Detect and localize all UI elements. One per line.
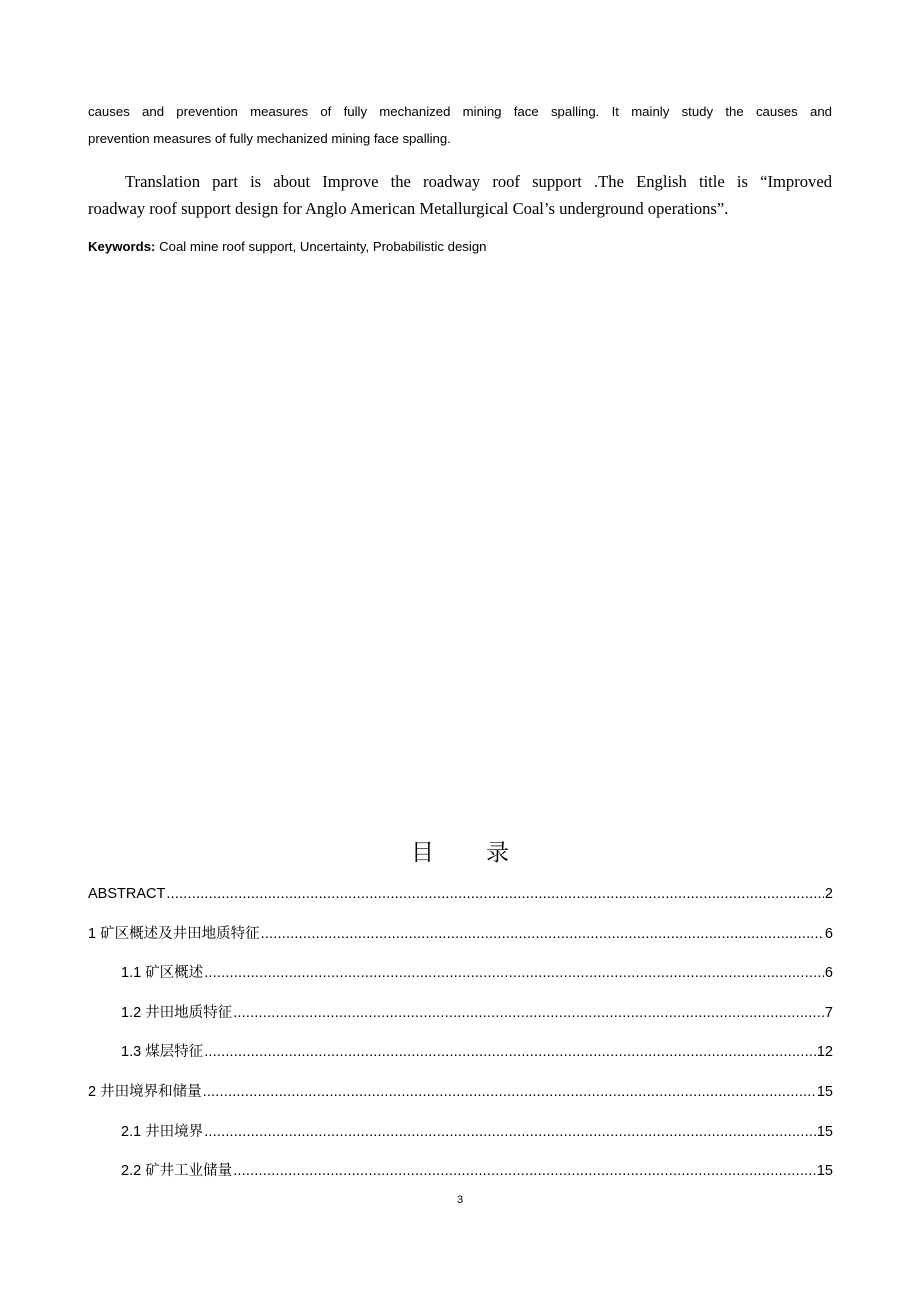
toc-entry-label: 1.2 井田地质特征 <box>121 1005 233 1021</box>
toc-entry-page: 6 <box>824 965 833 981</box>
toc-entry-label: 2.2 矿井工业储量 <box>121 1163 233 1179</box>
keywords <box>88 237 487 257</box>
toc-entry[interactable] <box>121 963 833 983</box>
toc-leader-dots <box>166 884 824 904</box>
toc-entry-page: 15 <box>816 1084 833 1100</box>
translation-paragraph <box>88 168 832 222</box>
toc-entry-page: 6 <box>824 926 833 942</box>
translation-line: Translation part is about Improve the roadway roof support .The English title is “Improved <box>125 172 832 191</box>
keywords-value: Coal mine roof support, Uncertainty, Probabilistic design <box>155 239 487 254</box>
toc-entry-label: 2 井田境界和储量 <box>88 1084 202 1100</box>
toc-entry-label: 2.1 井田境界 <box>121 1124 204 1140</box>
toc-entry-label: 1 矿区概述及井田地质特征 <box>88 926 260 942</box>
translation-line: roadway roof support design for Anglo American Metallurgical Coal’s underground operations”. <box>88 199 729 218</box>
abstract-line: prevention measures of fully mechanized mining face spalling. <box>88 131 451 146</box>
toc-entry[interactable] <box>88 884 833 904</box>
toc-entry-page: 12 <box>816 1044 833 1060</box>
abstract-line: causes and prevention measures of fully mechanized mining face spalling. It mainly study the causes and <box>88 104 832 119</box>
toc-entry-label: 1.3 煤层特征 <box>121 1044 204 1060</box>
toc-title-char: 目 <box>411 840 434 866</box>
toc-entry-label: ABSTRACT <box>88 886 166 902</box>
toc-entry[interactable] <box>88 1082 833 1102</box>
toc-leader-dots <box>204 1042 816 1062</box>
toc-leader-dots <box>204 963 824 983</box>
keywords-label: Keywords: <box>88 239 156 254</box>
toc-entry-page: 7 <box>824 1005 833 1021</box>
page-number: 3 <box>456 1194 464 1206</box>
toc-entry-page: 15 <box>816 1124 833 1140</box>
toc-leader-dots <box>233 1003 824 1023</box>
toc-entry[interactable] <box>121 1042 833 1062</box>
toc-entry-page: 2 <box>824 886 833 902</box>
toc-entry[interactable] <box>121 1003 833 1023</box>
toc-entry[interactable] <box>88 924 833 944</box>
toc-entry[interactable] <box>121 1161 833 1181</box>
toc-entry-page: 15 <box>816 1163 833 1179</box>
toc-leader-dots <box>203 1082 816 1102</box>
toc-leader-dots <box>261 924 824 944</box>
abstract-paragraph <box>88 98 832 152</box>
toc-entry-label: 1.1 矿区概述 <box>121 965 204 981</box>
toc-title-char: 录 <box>486 840 509 866</box>
toc-leader-dots <box>204 1122 816 1142</box>
toc-entry[interactable] <box>121 1122 833 1142</box>
toc-leader-dots <box>233 1161 816 1181</box>
toc-title <box>0 838 920 868</box>
